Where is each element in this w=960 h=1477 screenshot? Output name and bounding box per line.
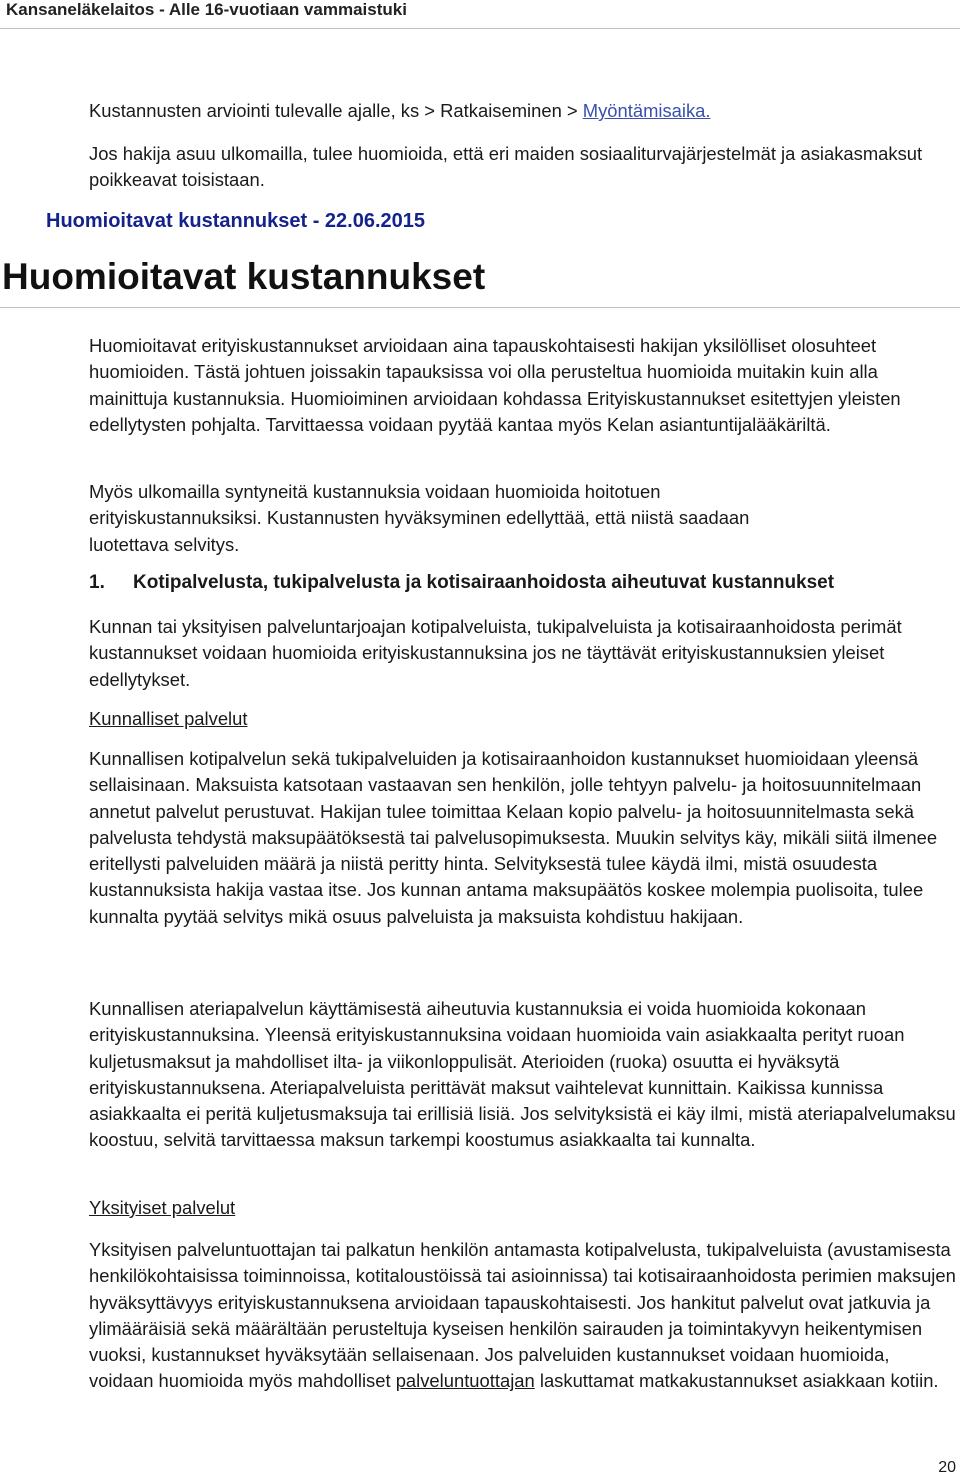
item1-paragraph: Kunnan tai yksityisen palveluntarjoajan kotipalveluista, tukipalveluista ja kotisairaanhoidosta perimät kustannukset voidaan huomioida erityiskustannuksina jos ne täyttävät erityiskustannuksien yleiset edellytykset. bbox=[89, 616, 902, 690]
private-paragraph-text: Yksityisen palveluntuottajan tai palkatun henkilön antamasta kotipalvelusta, tukipalveluista (avustamisesta henkilökohtaisissa toiminnoissa, kotitaloustöissä tai asioinnissa) tai kotisairaanhoidosta perimien maksujen hyväksyttävyys erityiskustannuksena arvioidaan tapauskohtaisesti. Jos hankitut palvelut ovat jatkuvia ja ylimääräisiä sekä määrältään perusteltuja kyseisen henkilön sairauden ja toimintakyvyn heikentymisen vuoksi, kustannukset hyväksytään sellaisenaan. Jos palveluiden kustannukset voidaan huomioida, voidaan huomioida myös mahdolliset bbox=[89, 1239, 956, 1392]
private-paragraph-end: laskuttamat matkakustannukset asiakkaan kotiin. bbox=[534, 1370, 939, 1392]
section-heading: Huomioitavat kustannukset - 22.06.2015 bbox=[46, 210, 426, 232]
item1-title: Kotipalvelusta, tukipalvelusta ja kotisairaanhoidosta aiheutuvat kustannukset bbox=[133, 572, 835, 593]
item1-heading bbox=[89, 572, 834, 594]
header-title: Kansaneläkelaitos - Alle 16-vuotiaan vammaistuki bbox=[6, 0, 407, 19]
page-title: Huomioitavat kustannukset bbox=[2, 256, 486, 297]
item1-number: 1. bbox=[89, 572, 105, 593]
municipal-heading: Kunnalliset palvelut bbox=[89, 708, 248, 729]
palveluntuottajan-link[interactable]: palveluntuottajan bbox=[395, 1370, 535, 1392]
page-header bbox=[0, 0, 960, 29]
private-heading: Yksityiset palvelut bbox=[89, 1197, 236, 1218]
section-paragraph-1: Huomioitavat erityiskustannukset arvioidaan aina tapauskohtaisesti hakijan yksilölliset olosuhteet huomioiden. Tästä johtuen joissakin tapauksissa voi olla perusteltua huomioida muitakin kuin alla mainittuja kustannuksia. Huomioiminen arvioidaan kohdassa Erityiskustannukset esitettyjen yleisten edellytysten pohjalta. Tarvittaessa voidaan pyytää kantaa myös Kelan asiantuntijalääkäriltä. bbox=[89, 335, 901, 435]
myontamisaika-link[interactable]: Myöntämisaika. bbox=[582, 100, 711, 121]
intro-paragraph-1-text: Kustannusten arviointi tulevalle ajalle, ks > Ratkaiseminen > bbox=[89, 100, 583, 121]
intro-paragraph-2: Jos hakija asuu ulkomailla, tulee huomioida, että eri maiden sosiaaliturvajärjestelmät ja asiakasmaksut poikkeavat toisistaan. bbox=[89, 143, 923, 191]
municipal-paragraph-2: Kunnallisen ateriapalvelun käyttämisestä aiheutuvia kustannuksia ei voida huomioida kokonaan erityiskustannuksina. Yleensä erityiskustannuksina voidaan huomioida vain asiakkaalta perityt ruoan kuljetusmaksut ja mahdolliset ilta- ja viikonloppulisät. Aterioiden (ruoka) osuutta ei hyväksytä erityiskustannuksena. Ateriapalveluista perittävät maksut vaihtelevat kunnittain. Kaikissa kunnissa asiakkaalta ei peritä kuljetusmaksuja tai erillisiä lisiä. Jos selvityksistä ei käy ilmi, mistä ateriapalvelumaksu koostuu, selvitä tarvittaessa maksun tarkempi koostumus asiakkaalta tai kunnalta. bbox=[89, 998, 956, 1151]
private-paragraph bbox=[89, 1237, 957, 1395]
page-number: 20 bbox=[938, 1459, 956, 1476]
municipal-paragraph-1: Kunnallisen kotipalvelun sekä tukipalveluiden ja kotisairaanhoidon kustannukset huomioidaan yleensä sellaisinaan. Maksuista katsotaan vastaavan sen henkilön, jolle tehtyyn palvelu- ja hoitosuunnitelmaan annetut palvelut perustuvat. Hakijan tulee toimittaa Kelaan kopio palvelu- ja hoitosuunnitelmasta sekä palvelusta tehdystä maksupäätöksestä tai palvelusopimuksesta. Muukin selvitys käy, mikäli siitä ilmenee eritellysti palveluiden määrä ja niistä peritty hinta. Selvityksestä tulee käydä ilmi, mistä osuudesta kustannuksista hakija vastaa itse. Jos kunnan antama maksupäätös koskee molempia puolisoita, tulee kunnalta pyytää selvitys mikä osuus palveluista ja maksuista kohdistuu hakijaan. bbox=[89, 748, 938, 927]
title-divider bbox=[0, 307, 960, 308]
section-paragraph-2: Myös ulkomailla syntyneitä kustannuksia voidaan huomioida hoitotuen erityiskustannuksiksi. Kustannusten hyväksyminen edellyttää, että niistä saadaan luotettava selvitys. bbox=[89, 481, 750, 555]
intro-paragraph-1 bbox=[89, 98, 957, 124]
